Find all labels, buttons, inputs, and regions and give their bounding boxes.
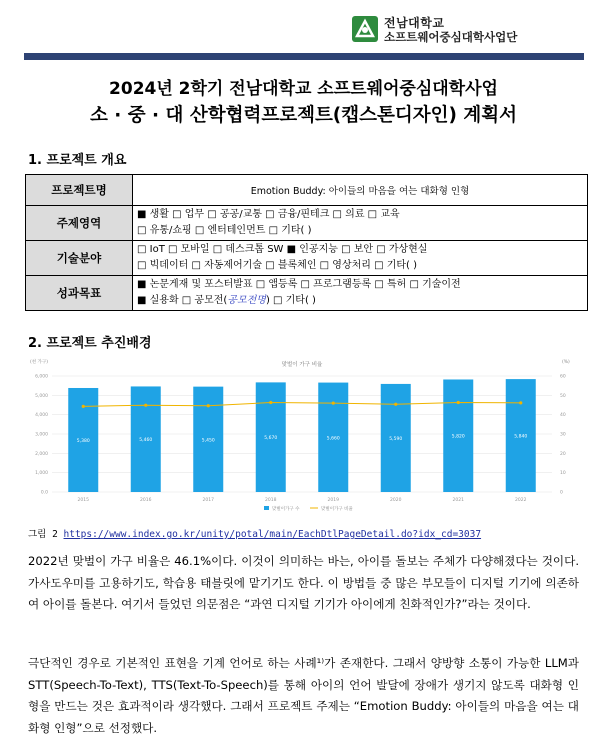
y-tick-left: 1,000 xyxy=(35,471,48,477)
option-line xyxy=(137,293,583,309)
legend-label-line: 맞벌이가구 비율 xyxy=(321,507,353,512)
table-row xyxy=(26,241,588,276)
option-text: ■ 실용화 □ 공모전( xyxy=(137,295,228,306)
legend-swatch-bars xyxy=(264,506,269,510)
logo-line2: 소프트웨어중심대학사업단 xyxy=(384,30,518,44)
x-tick-label: 2016 xyxy=(140,498,152,503)
y-tick-left: 6,000 xyxy=(35,374,48,380)
option-text: ) □ 기타( ) xyxy=(265,295,316,306)
y-tick-right: 50 xyxy=(560,393,566,399)
header-bar xyxy=(24,53,584,60)
dual-income-chart xyxy=(28,354,577,517)
rate-point xyxy=(269,401,272,404)
y-tick-right: 20 xyxy=(560,451,566,457)
university-emblem-icon xyxy=(352,16,378,42)
topic-area-options xyxy=(133,206,588,241)
chart-title: 맞벌이 가구 비율 xyxy=(281,362,323,368)
row-header: 주제영역 xyxy=(26,206,133,241)
body-paragraph: 2022년 맞벌이 가구 비율은 46.1%이다. 이것이 의미하는 바는, 아이를 돌보는 주체가 다양해졌다는 것이다. 가사도우미를 고용하기도, 학습용 태블릿에 맡기기도 한다. 이 방법들 중 많은 부모들이 디지털 기기에 의존하여 아이를 돌본다. 여기서 들었던 의문점은 “과연 디지털 기기가 아이에게 친화적인가?”라는 것이다. xyxy=(28,554,579,611)
option-line: □ 빅데이터 □ 자동제어기술 □ 블록체인 □ 영상처리 □ 기타( ) xyxy=(137,260,418,271)
rate-point xyxy=(332,401,335,404)
x-tick-label: 2017 xyxy=(202,498,214,503)
body-paragraph: 극단적인 경우로 기본적인 표현을 기계 언어로 하는 사례¹⁾가 존재한다. 그래서 양방향 소통이 가능한 LLM과 STT(Speech-To-Text), TTS(Text-To-Speech)를 통해 아이의 언어 발달에 장애가 생기지 않도록 대화형 인형을 만드는 것은 효과적이라 생각했다. 그래서 프로젝트 주제는 “Emotion Buddy: 아이들의 마음을 여는 대화형 인형”으로 선정했다. xyxy=(28,656,579,735)
y-tick-left: 5,000 xyxy=(35,393,48,399)
section-heading-background: 2. 프로젝트 추진배경 xyxy=(28,336,152,351)
legend-label-bars: 맞벌이가구 수 xyxy=(272,507,300,512)
y-tick-left: 3,000 xyxy=(35,432,48,438)
project-name-value: Emotion Buddy: 아이들의 마음을 여는 대화형 인형 xyxy=(133,175,588,206)
bar-value-label: 5,660 xyxy=(326,436,340,442)
option-line: □ IoT □ 모바일 □ 데스크톱 SW ■ 인공지능 □ 보안 □ 가상현실 xyxy=(137,244,428,255)
section-heading-overview: 1. 프로젝트 개요 xyxy=(28,153,127,168)
university-logo xyxy=(352,14,592,46)
bar-value-label: 5,460 xyxy=(139,438,153,444)
x-tick-label: 2022 xyxy=(515,498,527,503)
y-tick-right: 30 xyxy=(560,432,566,438)
x-tick-label: 2019 xyxy=(327,498,339,503)
x-tick-label: 2018 xyxy=(265,498,277,503)
row-header: 프로젝트명 xyxy=(26,175,133,206)
caption-link[interactable]: https://www.index.go.kr/unity/potal/main/EachDtlPageDetail.do?idx_cd=3037 xyxy=(63,529,482,540)
tech-field-options xyxy=(133,241,588,276)
rate-point xyxy=(394,403,397,406)
table-row xyxy=(26,175,588,206)
x-tick-label: 2015 xyxy=(77,498,89,503)
contest-name-placeholder: 공모전명 xyxy=(227,295,266,306)
y-tick-left: 2,000 xyxy=(35,451,48,457)
project-overview-table xyxy=(25,174,588,311)
outcome-goal-options xyxy=(133,276,588,311)
row-header: 성과목표 xyxy=(26,276,133,311)
figure-caption xyxy=(28,526,481,540)
document-title-line1: 2024년 2학기 전남대학교 소프트웨어중심대학사업 xyxy=(109,79,498,99)
bar-value-label: 5,590 xyxy=(389,436,403,442)
bar-value-label: 5,380 xyxy=(76,438,90,444)
document-title-line2: 소 · 중 · 대 산학협력프로젝트(캡스톤디자인) 계획서 xyxy=(89,105,518,126)
rate-point xyxy=(207,404,210,407)
bar-value-label: 5,840 xyxy=(514,434,528,440)
option-line: ■ 논문게재 및 포스터발표 □ 앱등록 □ 프로그램등록 □ 특허 □ 기술이전 xyxy=(137,279,461,290)
y-tick-right: 60 xyxy=(560,374,566,380)
table-row xyxy=(26,206,588,241)
y-tick-right: 40 xyxy=(560,413,566,419)
rate-point xyxy=(144,404,147,407)
row-header: 기술분야 xyxy=(26,241,133,276)
bar-value-label: 5,450 xyxy=(201,438,215,444)
option-line: □ 유통/쇼핑 □ 엔터테인먼트 □ 기타( ) xyxy=(137,225,312,236)
x-tick-label: 2020 xyxy=(390,498,402,503)
rate-point xyxy=(457,401,460,404)
table-row xyxy=(26,276,588,311)
y-tick-left: 4,000 xyxy=(35,413,48,419)
caption-prefix: 그림 2 xyxy=(28,529,64,540)
y-tick-right: 0 xyxy=(560,490,563,496)
option-line: ■ 생활 □ 업무 □ 공공/교통 □ 금융/핀테크 □ 의료 □ 교육 xyxy=(137,209,400,220)
left-axis-unit: (천 가구) xyxy=(30,360,48,365)
y-tick-left: 0.0 xyxy=(40,490,48,496)
x-tick-label: 2021 xyxy=(452,498,464,503)
rate-point xyxy=(519,401,522,404)
bar-value-label: 5,820 xyxy=(451,434,465,440)
rate-point xyxy=(82,405,85,408)
bar-value-label: 5,670 xyxy=(264,436,278,442)
y-tick-right: 10 xyxy=(560,471,566,477)
logo-line1: 전남대학교 xyxy=(384,16,445,30)
right-axis-unit: (%) xyxy=(562,360,570,365)
